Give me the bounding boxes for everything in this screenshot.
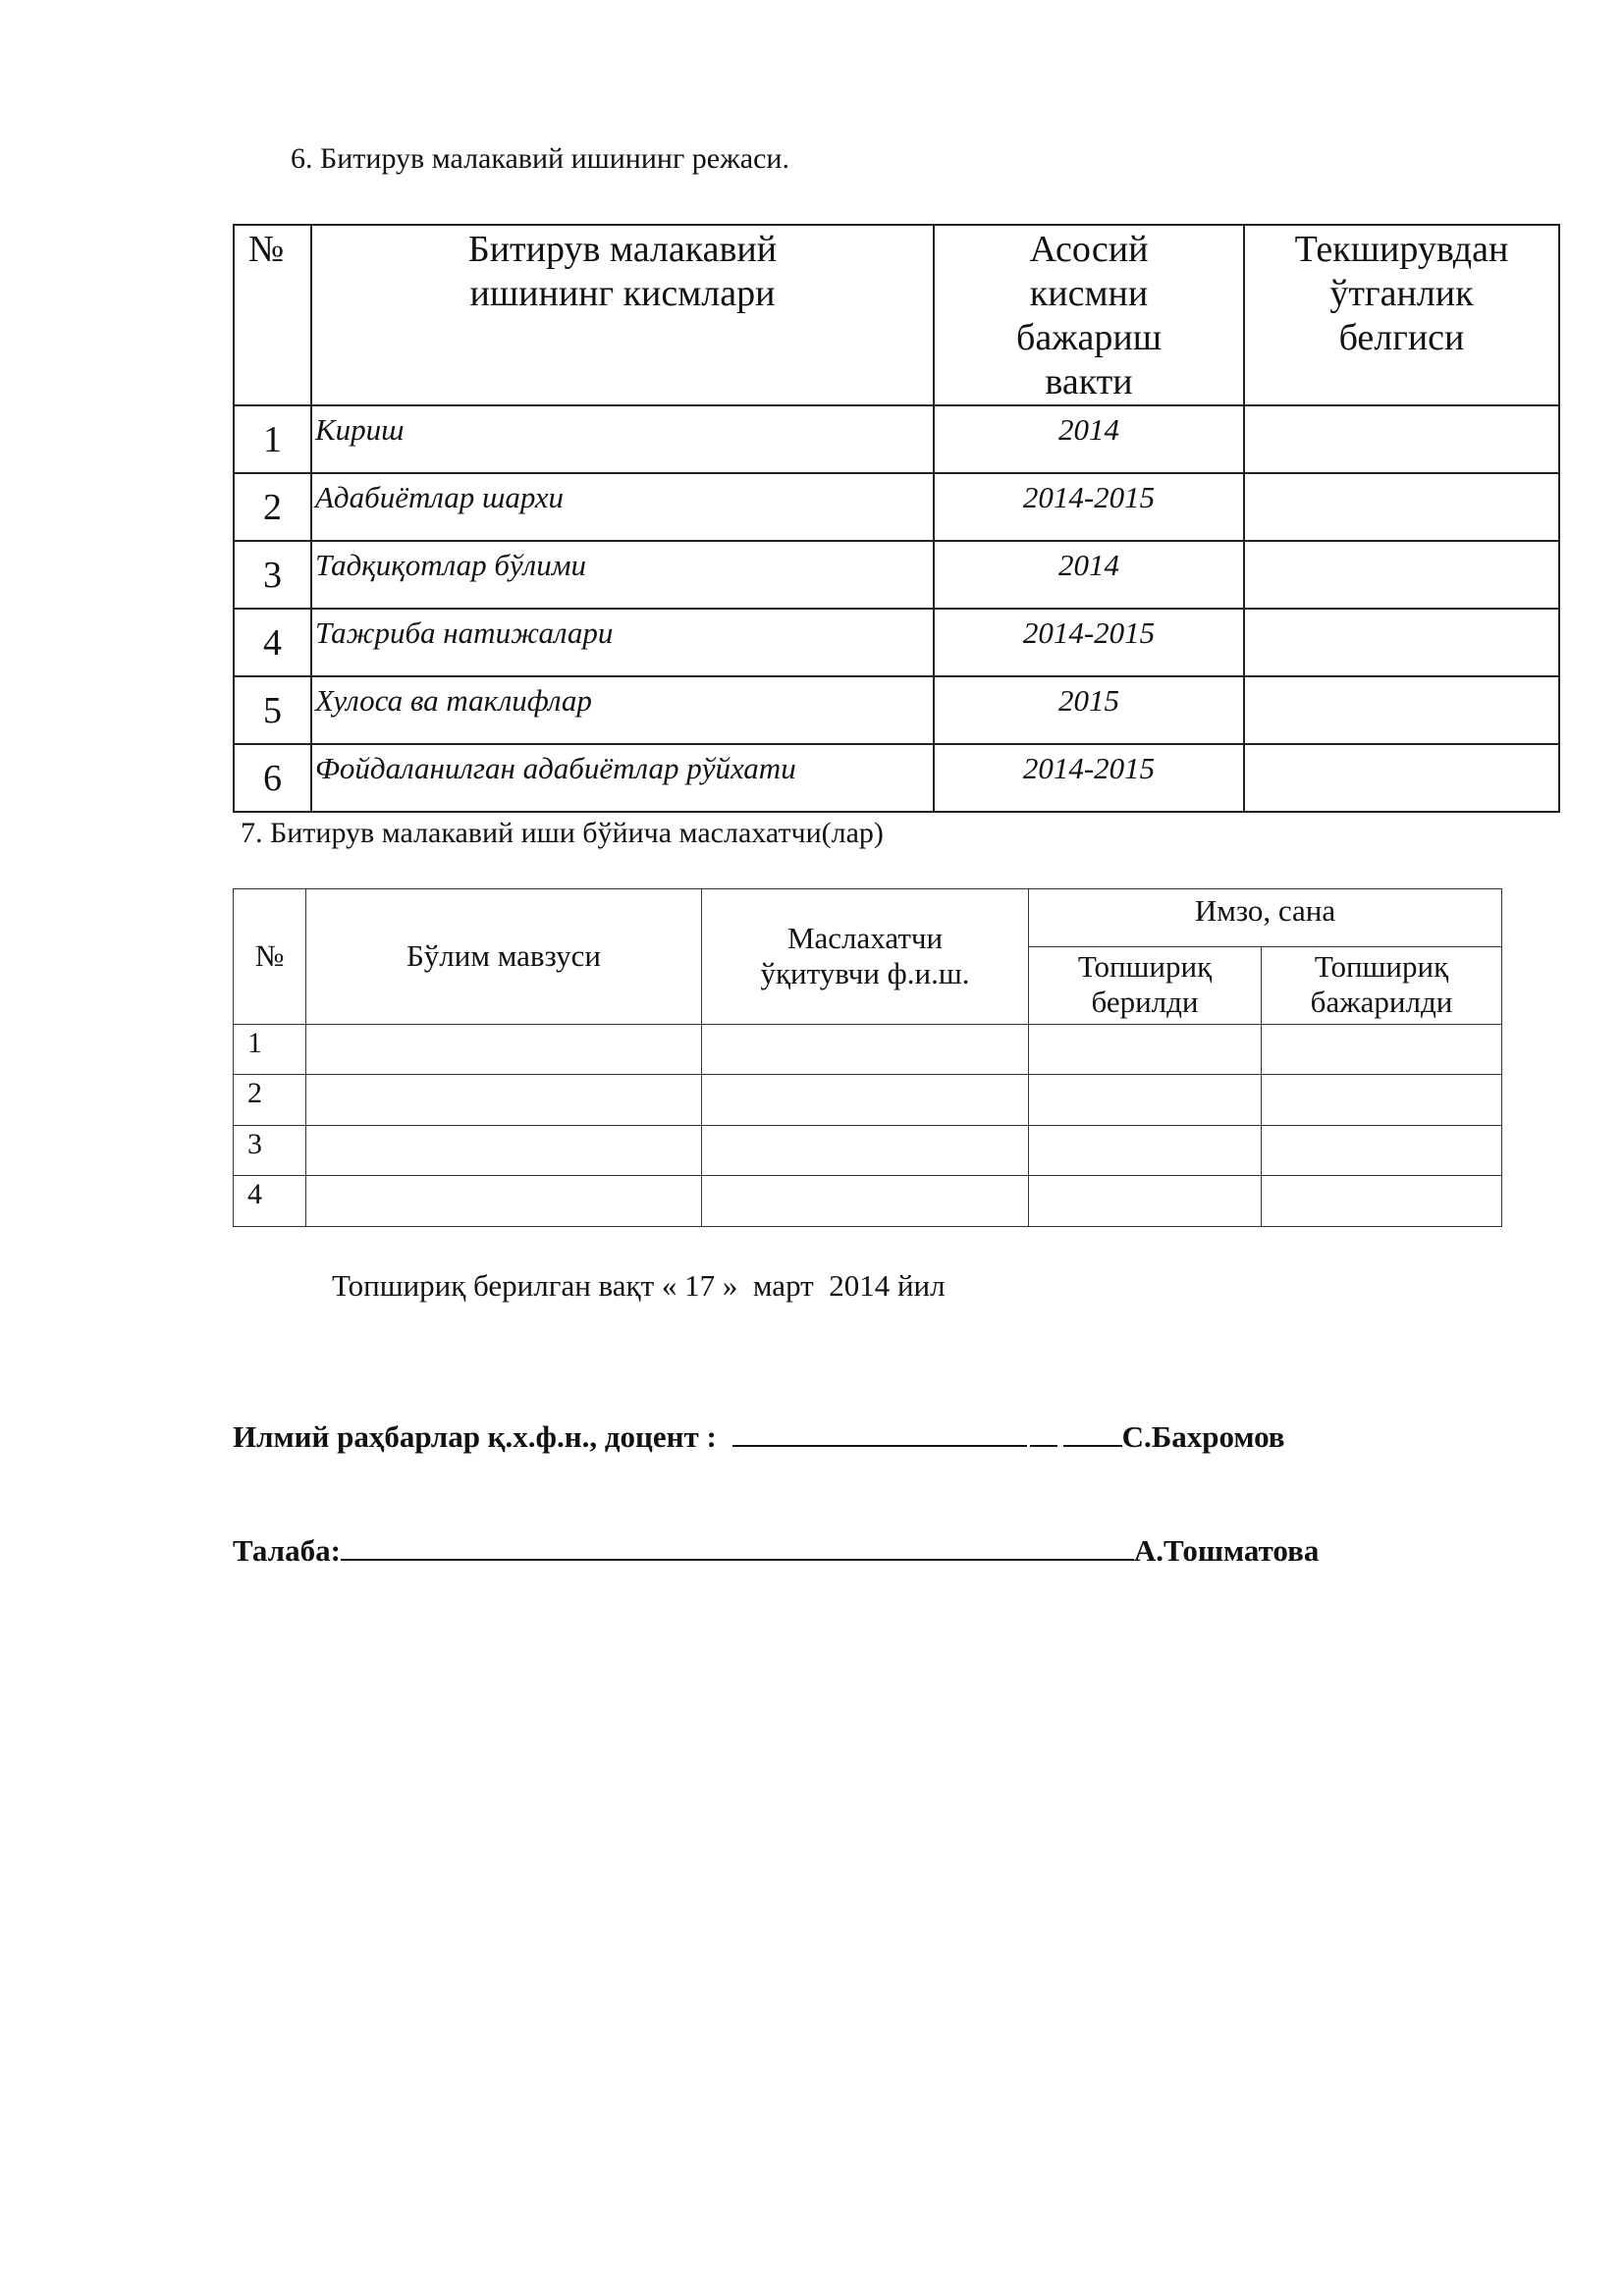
row-check-cell[interactable] bbox=[1244, 473, 1559, 541]
row-time: 2014 bbox=[934, 405, 1244, 473]
table-row bbox=[234, 473, 1559, 541]
row-part: Хулоса ва таклифлар bbox=[311, 676, 934, 744]
table-row bbox=[234, 541, 1559, 609]
column-header-task-given-text: Топшириқ берилди bbox=[1077, 948, 1213, 1019]
advisors-table bbox=[233, 888, 1502, 1227]
row-part: Кириш bbox=[311, 405, 934, 473]
row-time: 2014-2015 bbox=[934, 744, 1244, 812]
row-check-cell[interactable] bbox=[1244, 541, 1559, 609]
row-given-cell[interactable] bbox=[1029, 1024, 1262, 1075]
row-check-cell[interactable] bbox=[1244, 744, 1559, 812]
row-topic-cell[interactable] bbox=[306, 1024, 702, 1075]
column-header-number: № bbox=[234, 225, 311, 405]
row-advisor-cell[interactable] bbox=[702, 1176, 1029, 1227]
row-part: Тадқиқотлар бўлими bbox=[311, 541, 934, 609]
row-time: 2014 bbox=[934, 541, 1244, 609]
column-header-topic: Бўлим мавзуси bbox=[306, 889, 702, 1025]
column-header-task-done bbox=[1262, 946, 1502, 1024]
row-number: 2 bbox=[234, 1075, 306, 1126]
student-signature-blank[interactable] bbox=[341, 1535, 1134, 1561]
row-advisor-cell[interactable] bbox=[702, 1075, 1029, 1126]
row-done-cell[interactable] bbox=[1262, 1176, 1502, 1227]
supervisor-signature-blank-end[interactable] bbox=[1063, 1421, 1122, 1447]
column-header-number: № bbox=[234, 889, 306, 1025]
row-part: Адабиётлар шархи bbox=[311, 473, 934, 541]
row-part: Фойдаланилган адабиётлар рўйхати bbox=[311, 744, 934, 812]
student-label: Талаба: bbox=[233, 1533, 341, 1568]
table-row bbox=[234, 676, 1559, 744]
row-advisor-cell[interactable] bbox=[702, 1024, 1029, 1075]
row-check-cell[interactable] bbox=[1244, 609, 1559, 676]
row-number: 3 bbox=[234, 1125, 306, 1176]
row-number: 1 bbox=[234, 1024, 306, 1075]
row-part: Тажриба натижалари bbox=[311, 609, 934, 676]
row-given-cell[interactable] bbox=[1029, 1125, 1262, 1176]
table-header-row bbox=[234, 889, 1502, 947]
table-row bbox=[234, 1075, 1502, 1126]
student-signature-line bbox=[233, 1533, 1319, 1569]
column-header-parts-text: Битирув малакавий ишининг кисмлари bbox=[467, 229, 778, 314]
row-time: 2014-2015 bbox=[934, 609, 1244, 676]
table-row bbox=[234, 405, 1559, 473]
row-number: 6 bbox=[234, 744, 311, 812]
row-number: 4 bbox=[234, 1176, 306, 1227]
row-done-cell[interactable] bbox=[1262, 1125, 1502, 1176]
column-header-task-given bbox=[1029, 946, 1262, 1024]
column-header-task-done-text: Топшириқ бажарилди bbox=[1310, 948, 1453, 1019]
row-number: 5 bbox=[234, 676, 311, 744]
column-header-advisor bbox=[702, 889, 1029, 1025]
section6-heading: 6. Битирув малакавий ишининг режаси. bbox=[291, 142, 789, 175]
row-check-cell[interactable] bbox=[1244, 405, 1559, 473]
supervisor-signature-blank-short[interactable] bbox=[1030, 1421, 1057, 1447]
column-header-signature: Имзо, сана bbox=[1029, 889, 1502, 947]
row-number: 1 bbox=[234, 405, 311, 473]
column-header-time-text: Асосий кисмни бажариш вакти bbox=[1016, 229, 1162, 402]
column-header-advisor-text: Маслахатчи ўқитувчи ф.и.ш. bbox=[760, 921, 970, 991]
row-time: 2015 bbox=[934, 676, 1244, 744]
student-name: А.Тошматова bbox=[1133, 1533, 1320, 1568]
row-number: 4 bbox=[234, 609, 311, 676]
supervisor-name: С.Бахромов bbox=[1121, 1419, 1285, 1454]
supervisor-signature-blank[interactable] bbox=[732, 1421, 1027, 1447]
row-advisor-cell[interactable] bbox=[702, 1125, 1029, 1176]
work-plan-table bbox=[233, 224, 1560, 813]
table-row bbox=[234, 609, 1559, 676]
row-given-cell[interactable] bbox=[1029, 1176, 1262, 1227]
table-row bbox=[234, 1176, 1502, 1227]
row-given-cell[interactable] bbox=[1029, 1075, 1262, 1126]
table-header-row bbox=[234, 225, 1559, 405]
table-row bbox=[234, 744, 1559, 812]
table-row bbox=[234, 1125, 1502, 1176]
row-done-cell[interactable] bbox=[1262, 1024, 1502, 1075]
table-row bbox=[234, 1024, 1502, 1075]
row-check-cell[interactable] bbox=[1244, 676, 1559, 744]
row-number: 3 bbox=[234, 541, 311, 609]
column-header-time bbox=[934, 225, 1244, 405]
supervisor-signature-line bbox=[233, 1419, 1285, 1455]
row-number: 2 bbox=[234, 473, 311, 541]
row-topic-cell[interactable] bbox=[306, 1176, 702, 1227]
row-time: 2014-2015 bbox=[934, 473, 1244, 541]
row-topic-cell[interactable] bbox=[306, 1125, 702, 1176]
row-done-cell[interactable] bbox=[1262, 1075, 1502, 1126]
column-header-check-text: Текширувдан ўтганлик белгиси bbox=[1294, 229, 1509, 358]
section7-heading: 7. Битирув малакавий иши бўйича маслахатчи(лар) bbox=[241, 817, 884, 849]
column-header-check bbox=[1244, 225, 1559, 405]
assignment-date: Топшириқ берилган вақт « 17 » март 2014 йил bbox=[332, 1268, 946, 1303]
column-header-parts bbox=[311, 225, 934, 405]
supervisor-label: Илмий раҳбарлар қ.х.ф.н., доцент : bbox=[233, 1419, 717, 1454]
row-topic-cell[interactable] bbox=[306, 1075, 702, 1126]
